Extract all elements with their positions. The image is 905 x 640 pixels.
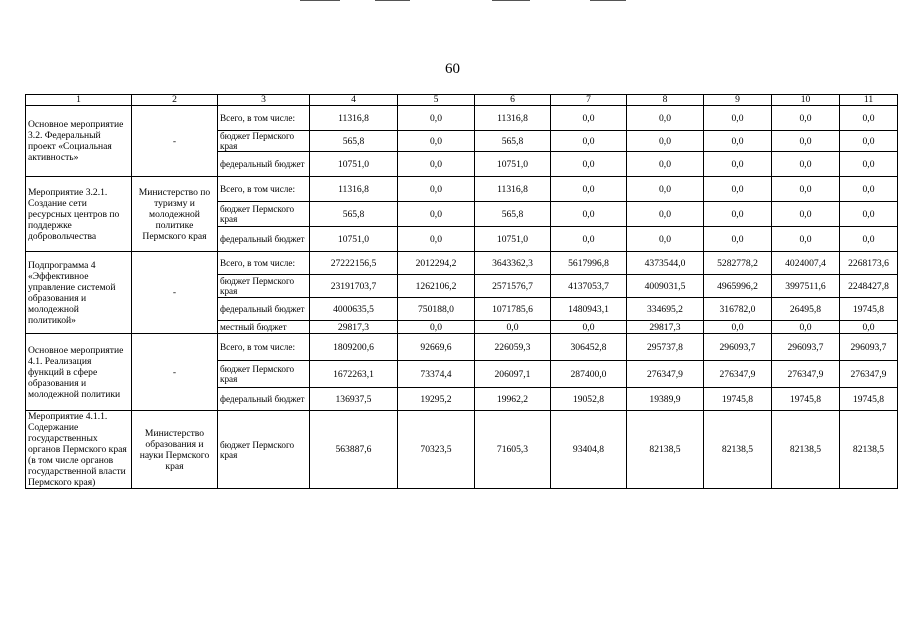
amount-cell: 276347,9 [704,361,772,388]
amount-cell: 19745,8 [704,388,772,411]
amount-cell: 93404,8 [551,411,627,489]
amount-cell: 1480943,1 [551,298,627,321]
amount-cell: 0,0 [772,152,840,177]
amount-cell: 19962,2 [475,388,551,411]
amount-cell: 10751,0 [310,227,398,252]
amount-cell: 2012294,2 [398,252,475,275]
amount-cell: 27222156,5 [310,252,398,275]
column-header: 1 [26,95,132,106]
amount-cell: 4137053,7 [551,275,627,298]
amount-cell: 136937,5 [310,388,398,411]
amount-cell: 10751,0 [475,227,551,252]
amount-cell: 565,8 [310,202,398,227]
amount-cell: 0,0 [704,321,772,334]
amount-cell: 276347,9 [772,361,840,388]
amount-cell: 10751,0 [475,152,551,177]
funding-source: бюджет Пермского края [218,411,310,489]
amount-cell: 0,0 [398,106,475,131]
amount-cell: 11316,8 [475,177,551,202]
amount-cell: 0,0 [627,227,704,252]
amount-cell: 19745,8 [772,388,840,411]
amount-cell: 82138,5 [704,411,772,489]
amount-cell: 0,0 [840,321,898,334]
amount-cell: 0,0 [475,321,551,334]
amount-cell: 4009031,5 [627,275,704,298]
funding-source: бюджет Пермского края [218,202,310,227]
amount-cell: 29817,3 [627,321,704,334]
amount-cell: 206097,1 [475,361,551,388]
amount-cell: 23191703,7 [310,275,398,298]
column-header: 5 [398,95,475,106]
responsible-executor: Министерство образования и науки Пермского края [132,411,218,489]
amount-cell: 0,0 [627,152,704,177]
activity-name: Мероприятие 3.2.1. Создание сети ресурсных центров по поддержке добровольчества [26,177,132,252]
table-row [26,334,898,361]
amount-cell: 19052,8 [551,388,627,411]
amount-cell: 26495,8 [772,298,840,321]
amount-cell: 82138,5 [627,411,704,489]
amount-cell: 1809200,6 [310,334,398,361]
funding-source: Всего, в том числе: [218,106,310,131]
amount-cell: 0,0 [627,202,704,227]
amount-cell: 19745,8 [840,298,898,321]
amount-cell: 0,0 [398,152,475,177]
amount-cell: 0,0 [840,177,898,202]
amount-cell: 316782,0 [704,298,772,321]
responsible-executor: - [132,252,218,334]
amount-cell: 0,0 [840,106,898,131]
amount-cell: 0,0 [772,227,840,252]
amount-cell: 0,0 [627,177,704,202]
amount-cell: 0,0 [551,227,627,252]
amount-cell: 0,0 [772,202,840,227]
column-header: 10 [772,95,840,106]
funding-source: федеральный бюджет [218,388,310,411]
responsible-executor: Министерство по туризму и молодежной политике Пермского края [132,177,218,252]
amount-cell: 4024007,4 [772,252,840,275]
funding-source: местный бюджет [218,321,310,334]
amount-cell: 276347,9 [627,361,704,388]
funding-source: бюджет Пермского края [218,361,310,388]
funding-source: Всего, в том числе: [218,334,310,361]
amount-cell: 0,0 [551,177,627,202]
amount-cell: 0,0 [551,106,627,131]
amount-cell: 19745,8 [840,388,898,411]
column-header: 6 [475,95,551,106]
budget-table [25,94,898,489]
column-number-row [26,95,898,106]
amount-cell: 0,0 [398,177,475,202]
column-header: 7 [551,95,627,106]
column-header: 4 [310,95,398,106]
column-header: 8 [627,95,704,106]
amount-cell: 4373544,0 [627,252,704,275]
amount-cell: 10751,0 [310,152,398,177]
amount-cell: 0,0 [840,152,898,177]
amount-cell: 0,0 [627,106,704,131]
amount-cell: 0,0 [704,202,772,227]
amount-cell: 0,0 [772,177,840,202]
amount-cell: 0,0 [772,106,840,131]
funding-source: бюджет Пермского края [218,131,310,152]
amount-cell: 0,0 [627,131,704,152]
amount-cell: 287400,0 [551,361,627,388]
amount-cell: 3643362,3 [475,252,551,275]
amount-cell: 0,0 [704,106,772,131]
amount-cell: 73374,4 [398,361,475,388]
funding-source: Всего, в том числе: [218,177,310,202]
amount-cell: 82138,5 [772,411,840,489]
amount-cell: 0,0 [772,131,840,152]
amount-cell: 296093,7 [772,334,840,361]
amount-cell: 563887,6 [310,411,398,489]
activity-name: Основное мероприятие 3.2. Федеральный проект «Социальная активность» [26,106,132,177]
table-row [26,411,898,489]
table-row [26,106,898,131]
responsible-executor: - [132,106,218,177]
amount-cell: 0,0 [704,227,772,252]
amount-cell: 565,8 [475,202,551,227]
activity-name: Подпрограмма 4 «Эффективное управление системой образования и молодежной политикой» [26,252,132,334]
amount-cell: 0,0 [398,227,475,252]
amount-cell: 5617996,8 [551,252,627,275]
amount-cell: 3997511,6 [772,275,840,298]
amount-cell: 0,0 [398,202,475,227]
amount-cell: 0,0 [772,321,840,334]
top-edge-lines [0,0,905,6]
funding-source: федеральный бюджет [218,152,310,177]
amount-cell: 306452,8 [551,334,627,361]
amount-cell: 0,0 [551,321,627,334]
amount-cell: 11316,8 [310,106,398,131]
funding-source: бюджет Пермского края [218,275,310,298]
funding-source: федеральный бюджет [218,227,310,252]
amount-cell: 226059,3 [475,334,551,361]
activity-name: Основное мероприятие 4.1. Реализация функций в сфере образования и молодежной политики [26,334,132,411]
amount-cell: 0,0 [840,227,898,252]
amount-cell: 334695,2 [627,298,704,321]
amount-cell: 0,0 [551,152,627,177]
amount-cell: 565,8 [475,131,551,152]
amount-cell: 0,0 [704,131,772,152]
amount-cell: 92669,6 [398,334,475,361]
table-row [26,177,898,202]
funding-source: Всего, в том числе: [218,252,310,275]
amount-cell: 0,0 [704,177,772,202]
amount-cell: 2268173,6 [840,252,898,275]
amount-cell: 11316,8 [310,177,398,202]
amount-cell: 82138,5 [840,411,898,489]
amount-cell: 5282778,2 [704,252,772,275]
amount-cell: 0,0 [398,321,475,334]
activity-name: Мероприятие 4.1.1. Содержание государственных органов Пермского края (в том числе органов государственной власти Пермского края) [26,411,132,489]
amount-cell: 71605,3 [475,411,551,489]
table-row [26,252,898,275]
amount-cell: 4965996,2 [704,275,772,298]
amount-cell: 19295,2 [398,388,475,411]
amount-cell: 0,0 [704,152,772,177]
amount-cell: 2248427,8 [840,275,898,298]
amount-cell: 11316,8 [475,106,551,131]
amount-cell: 0,0 [840,202,898,227]
amount-cell: 0,0 [551,202,627,227]
amount-cell: 19389,9 [627,388,704,411]
amount-cell: 296093,7 [704,334,772,361]
amount-cell: 29817,3 [310,321,398,334]
amount-cell: 0,0 [398,131,475,152]
amount-cell: 0,0 [840,131,898,152]
amount-cell: 750188,0 [398,298,475,321]
amount-cell: 1071785,6 [475,298,551,321]
amount-cell: 296093,7 [840,334,898,361]
funding-source: федеральный бюджет [218,298,310,321]
column-header: 9 [704,95,772,106]
amount-cell: 295737,8 [627,334,704,361]
amount-cell: 0,0 [551,131,627,152]
amount-cell: 1672263,1 [310,361,398,388]
amount-cell: 4000635,5 [310,298,398,321]
column-header: 3 [218,95,310,106]
amount-cell: 1262106,2 [398,275,475,298]
responsible-executor: - [132,334,218,411]
page-number: 60 [445,61,460,77]
amount-cell: 70323,5 [398,411,475,489]
column-header: 11 [840,95,898,106]
column-header: 2 [132,95,218,106]
amount-cell: 276347,9 [840,361,898,388]
budget-table-body [26,106,898,489]
amount-cell: 2571576,7 [475,275,551,298]
amount-cell: 565,8 [310,131,398,152]
